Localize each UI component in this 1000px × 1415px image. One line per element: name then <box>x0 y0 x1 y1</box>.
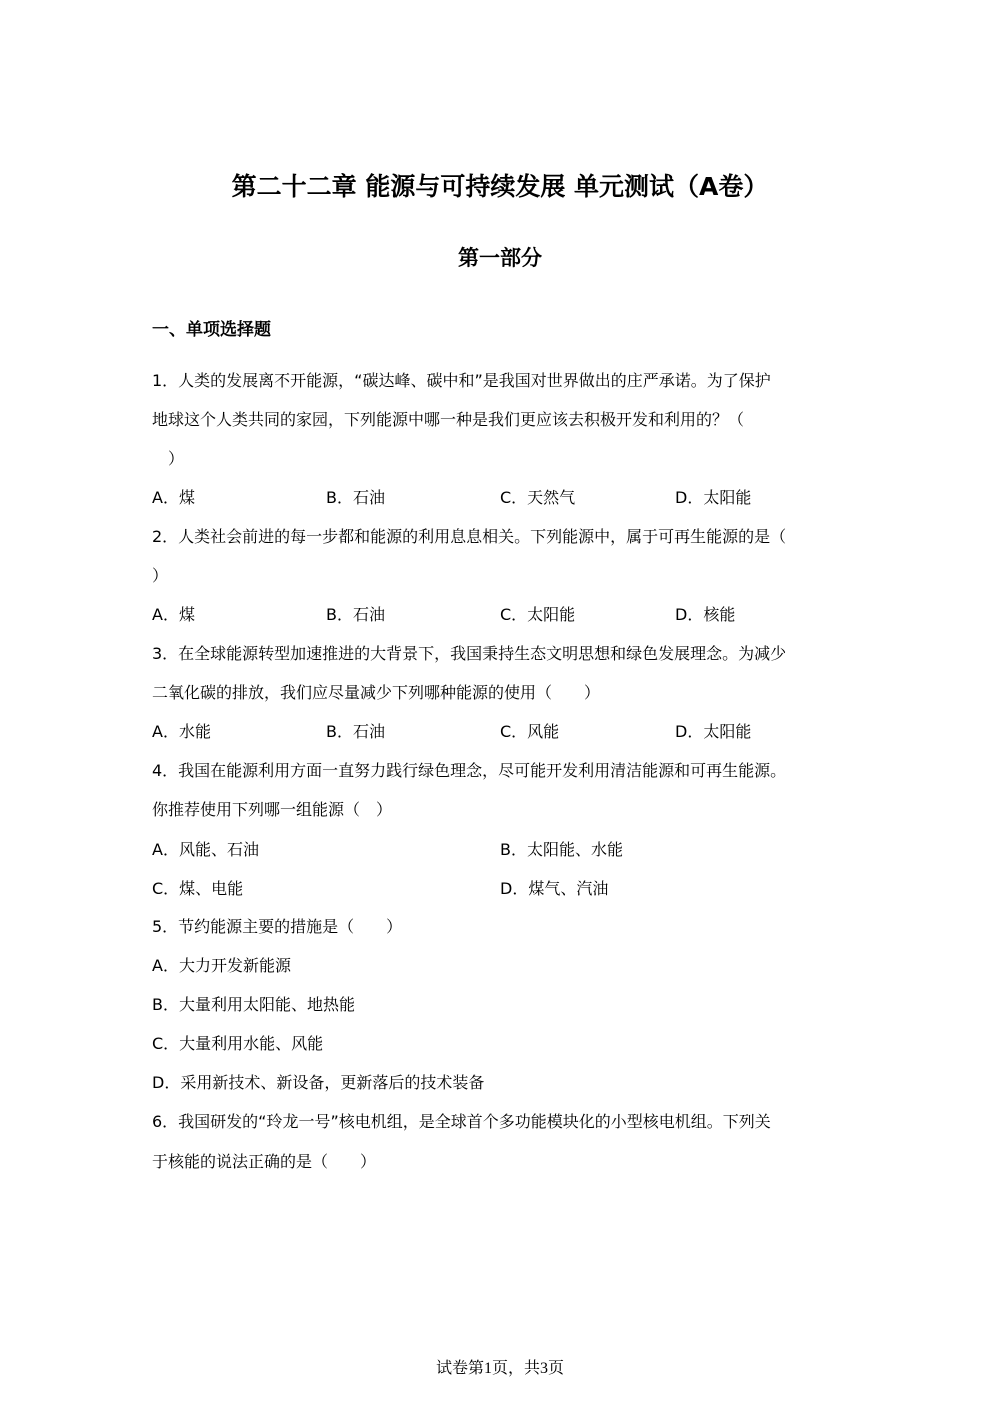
question-1-option-a: A．煤 <box>152 488 195 507</box>
question-3-line-1: 3．在全球能源转型加速推进的大背景下，我国秉持生态文明思想和绿色发展理念。为减少 <box>152 644 787 663</box>
question-3-line-2: 二氧化碳的排放，我们应尽量减少下列哪种能源的使用（ ） <box>152 683 601 702</box>
question-3-option-d: D．太阳能 <box>675 722 752 741</box>
question-5-option-a: A．大力开发新能源 <box>152 956 291 975</box>
question-1-line-3: ） <box>152 449 185 468</box>
question-6-line-1: 6．我国研发的“玲龙一号”核电机组，是全球首个多功能模块化的小型核电机组。下列关 <box>152 1112 771 1131</box>
question-5-option-b: B．大量利用太阳能、地热能 <box>152 995 355 1014</box>
part-heading: 第一部分 <box>458 246 542 270</box>
question-2-option-b: B．石油 <box>326 605 385 624</box>
question-4-option-a: A．风能、石油 <box>152 840 259 859</box>
question-1-option-d: D．太阳能 <box>675 488 752 507</box>
page-footer: 试卷第1页，共3页 <box>435 1360 564 1377</box>
question-4-line-2: 你推荐使用下列哪一组能源（ ） <box>152 800 393 819</box>
question-3-option-c: C．风能 <box>500 722 560 741</box>
page-title: 第二十二章 能源与可持续发展 单元测试（A卷） <box>231 172 769 201</box>
question-3-option-b: B．石油 <box>326 722 385 741</box>
question-4-option-b: B．太阳能、水能 <box>500 840 623 859</box>
question-4-line-1: 4．我国在能源利用方面一直努力践行绿色理念，尽可能开发利用清洁能源和可再生能源。 <box>152 761 787 780</box>
question-2-line-1: 2．人类社会前进的每一步都和能源的利用息息相关。下列能源中，属于可再生能源的是（ <box>152 527 787 546</box>
question-2-option-d: D．核能 <box>675 605 736 624</box>
question-5-option-d: D．采用新技术、新设备，更新落后的技术装备 <box>152 1073 485 1092</box>
question-1-option-b: B．石油 <box>326 488 385 507</box>
question-3-option-a: A．水能 <box>152 722 211 741</box>
question-6-line-2: 于核能的说法正确的是（ ） <box>152 1152 377 1171</box>
question-2-line-2: ） <box>152 566 169 585</box>
question-2-option-a: A．煤 <box>152 605 195 624</box>
question-1-option-c: C．天然气 <box>500 488 576 507</box>
question-1-line-1: 1．人类的发展离不开能源，“碳达峰、碳中和”是我国对世界做出的庄严承诺。为了保护 <box>152 371 771 390</box>
question-5-line-1: 5．节约能源主要的措施是（ ） <box>152 917 403 936</box>
question-2-option-c: C．太阳能 <box>500 605 576 624</box>
section-heading: 一、单项选择题 <box>152 320 271 340</box>
question-5-option-c: C．大量利用水能、风能 <box>152 1034 324 1053</box>
question-4-option-d: D．煤气、汽油 <box>500 879 609 898</box>
question-4-option-c: C．煤、电能 <box>152 879 244 898</box>
question-1-line-2: 地球这个人类共同的家园，下列能源中哪一种是我们更应该去积极开发和利用的？（ <box>152 410 745 429</box>
